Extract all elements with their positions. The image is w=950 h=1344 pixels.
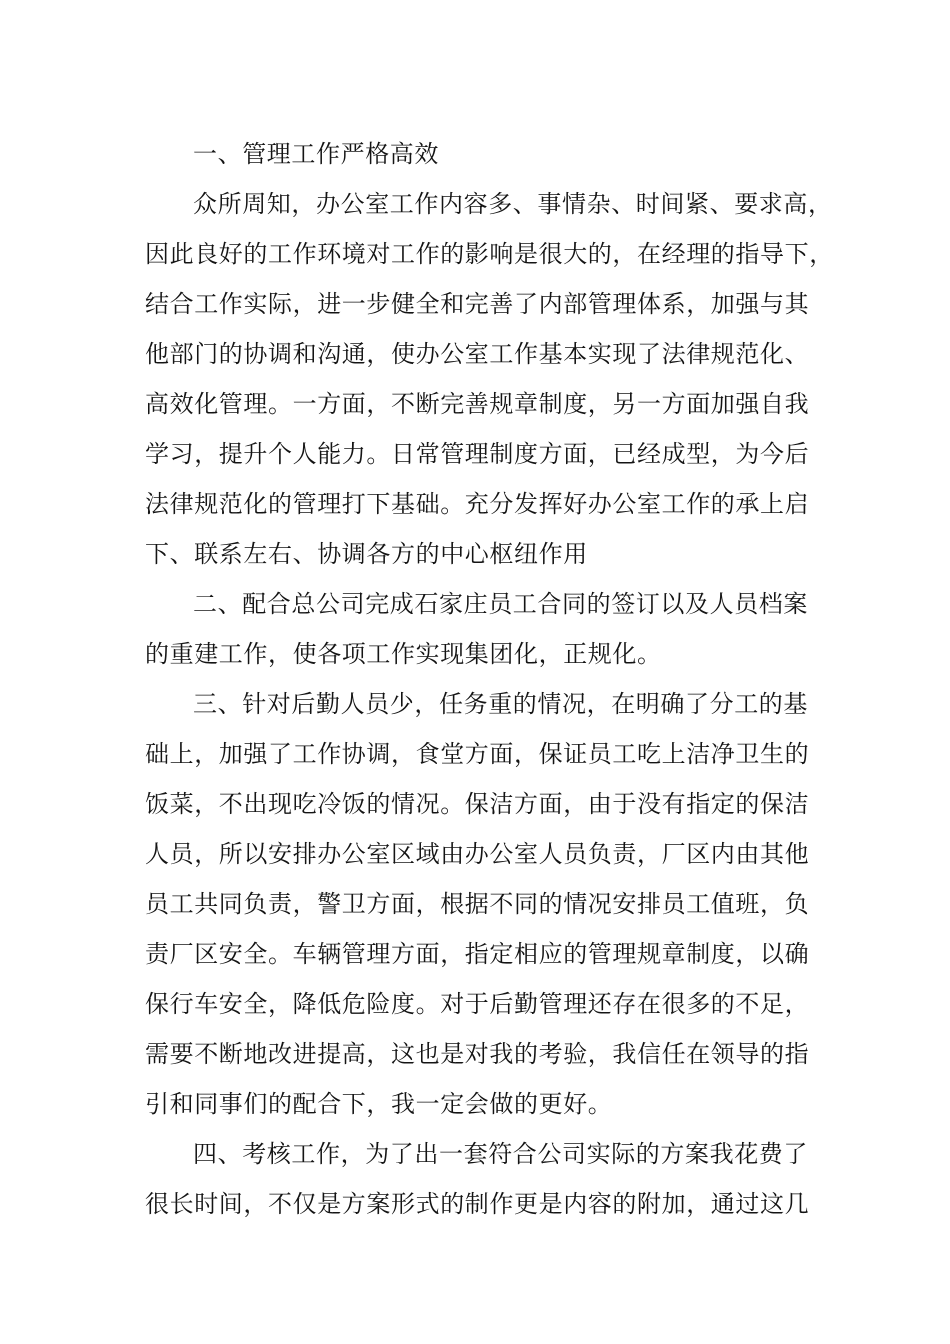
paragraph-line: 众所周知，办公室工作内容多、事情杂、时间紧、要求高， (193, 190, 833, 218)
paragraph-line: 很长时间，不仅是方案形式的制作更是内容的附加，通过这几 (145, 1190, 810, 1218)
paragraph-line: 下、联系左右、协调各方的中心枢纽作用 (145, 540, 588, 568)
paragraph-line: 因此良好的工作环境对工作的影响是很大的，在经理的指导下， (145, 240, 834, 268)
paragraph-line: 引和同事们的配合下，我一定会做的更好。 (145, 1090, 613, 1118)
paragraph-line: 学习，提升个人能力。日常管理制度方面，已经成型，为今后 (145, 440, 810, 468)
section-heading-2: 二、配合总公司完成石家庄员工合同的签订以及人员档案 (193, 590, 808, 618)
paragraph-line: 人员，所以安排办公室区域由办公室人员负责，厂区内由其他 (145, 840, 810, 868)
paragraph-line: 的重建工作，使各项工作实现集团化，正规化。 (145, 640, 662, 668)
section-heading-3: 三、针对后勤人员少，任务重的情况，在明确了分工的基 (193, 690, 808, 718)
section-heading-4: 四、考核工作，为了出一套符合公司实际的方案我花费了 (193, 1140, 808, 1168)
paragraph-line: 他部门的协调和沟通，使办公室工作基本实现了法律规范化、 (145, 340, 810, 368)
paragraph-line: 法律规范化的管理打下基础。充分发挥好办公室工作的承上启 (145, 490, 810, 518)
paragraph-line: 高效化管理。一方面，不断完善规章制度，另一方面加强自我 (145, 390, 810, 418)
paragraph-line: 保行车安全，降低危险度。对于后勤管理还存在很多的不足， (145, 990, 810, 1018)
paragraph-line: 员工共同负责，警卫方面，根据不同的情况安排员工值班，负 (145, 890, 810, 918)
paragraph-line: 础上，加强了工作协调，食堂方面，保证员工吃上洁净卫生的 (145, 740, 810, 768)
paragraph-line: 责厂区安全。车辆管理方面，指定相应的管理规章制度，以确 (145, 940, 810, 968)
section-heading-1: 一、管理工作严格高效 (193, 140, 439, 168)
paragraph-line: 结合工作实际，进一步健全和完善了内部管理体系，加强与其 (145, 290, 810, 318)
paragraph-line: 需要不断地改进提高，这也是对我的考验，我信任在领导的指 (145, 1040, 810, 1068)
paragraph-line: 饭菜，不出现吃冷饭的情况。保洁方面，由于没有指定的保洁 (145, 790, 810, 818)
